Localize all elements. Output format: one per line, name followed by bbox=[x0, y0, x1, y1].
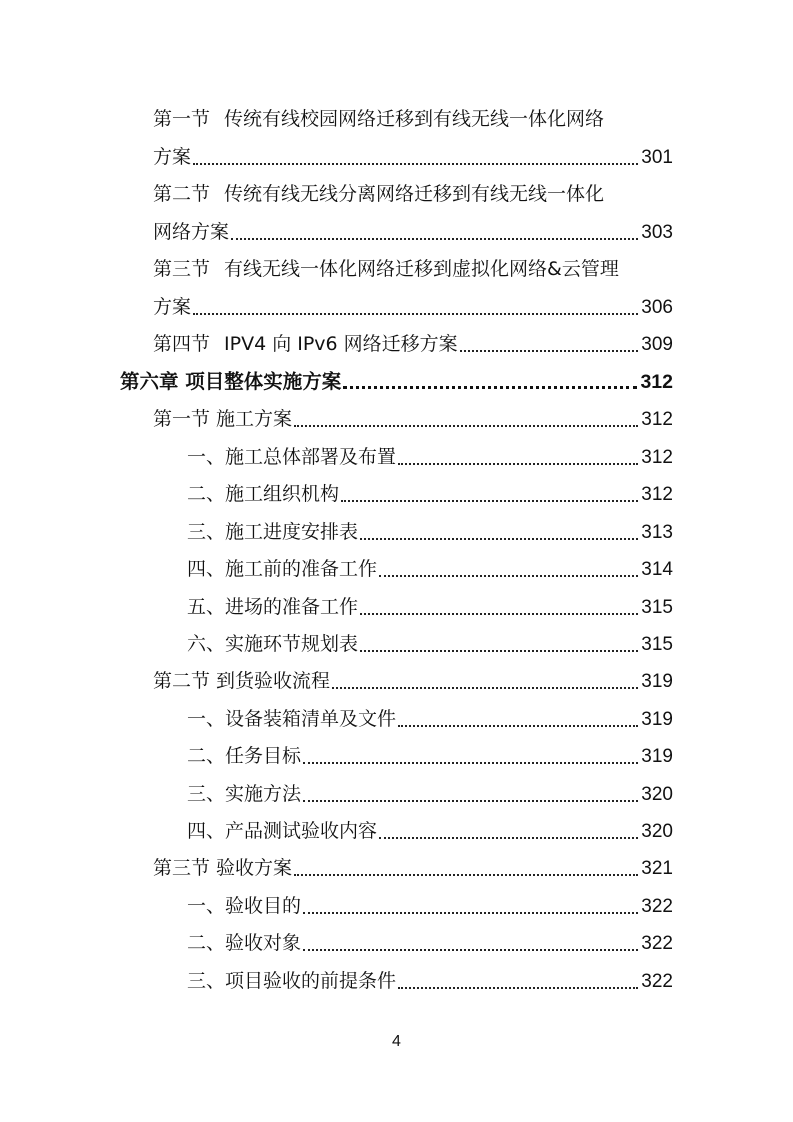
toc-entry-section-2[interactable] bbox=[153, 182, 673, 206]
item-title: 三、实施方法 bbox=[187, 783, 302, 805]
toc-entry-chapter-6[interactable] bbox=[120, 370, 673, 394]
section-title: 有线无线一体化网络迁移到虚拟化网络&云管理 bbox=[224, 258, 619, 280]
page-ref: 322 bbox=[641, 971, 673, 992]
item-title: 三、施工进度安排表 bbox=[187, 521, 359, 543]
page-ref: 319 bbox=[641, 671, 673, 692]
toc-entry-item[interactable] bbox=[187, 445, 673, 470]
toc-entry-item[interactable] bbox=[187, 819, 673, 844]
leader-dots bbox=[398, 463, 638, 465]
section-title-cont: 网络方案 bbox=[153, 221, 230, 243]
item-title: 三、项目验收的前提条件 bbox=[187, 970, 397, 992]
page-ref: 312 bbox=[641, 447, 673, 468]
page-ref: 314 bbox=[641, 559, 673, 580]
page-ref: 319 bbox=[641, 709, 673, 730]
page-ref: 322 bbox=[641, 933, 673, 954]
page-ref: 320 bbox=[641, 821, 673, 842]
leader-dots bbox=[360, 613, 638, 615]
section-title-cont: 方案 bbox=[153, 146, 192, 168]
page-ref: 315 bbox=[641, 634, 673, 655]
toc-entry-item[interactable] bbox=[187, 744, 673, 769]
page-number: 4 bbox=[392, 1033, 401, 1050]
page-ref: 322 bbox=[641, 896, 673, 917]
page-ref: 321 bbox=[641, 858, 673, 879]
leader-dots bbox=[332, 687, 638, 689]
section-title: 第一节 施工方案 bbox=[153, 408, 293, 430]
item-title: 四、产品测试验收内容 bbox=[187, 820, 378, 842]
leader-dots bbox=[379, 575, 638, 577]
leader-dots bbox=[303, 800, 638, 802]
toc-entry-item[interactable] bbox=[187, 520, 673, 545]
toc-entry-item[interactable] bbox=[187, 707, 673, 732]
page-ref: 313 bbox=[641, 522, 673, 543]
leader-dots bbox=[303, 912, 638, 914]
item-title: 二、验收对象 bbox=[187, 932, 302, 954]
page-ref: 312 bbox=[641, 409, 673, 430]
page-ref: 312 bbox=[641, 484, 673, 505]
toc-entry-item[interactable] bbox=[187, 632, 673, 657]
page-ref: 301 bbox=[641, 147, 673, 168]
toc-entry-item[interactable] bbox=[187, 482, 673, 507]
toc-entry-item[interactable] bbox=[187, 782, 673, 807]
page-ref: 319 bbox=[641, 746, 673, 767]
item-title: 一、验收目的 bbox=[187, 895, 302, 917]
page-ref: 320 bbox=[641, 784, 673, 805]
toc-entry-section-3[interactable] bbox=[153, 257, 673, 281]
section-label: 第一节 bbox=[153, 108, 211, 130]
leader-dots bbox=[193, 313, 638, 315]
leader-dots bbox=[460, 350, 639, 352]
toc-entry-item[interactable] bbox=[187, 557, 673, 582]
section-title: IPV4 向 IPv6 网络迁移方案 bbox=[224, 333, 458, 355]
toc-entry-item[interactable] bbox=[187, 894, 673, 919]
section-title: 第三节 验收方案 bbox=[153, 857, 293, 879]
section-title-cont: 方案 bbox=[153, 296, 192, 318]
toc-entry-section-4[interactable] bbox=[153, 332, 673, 357]
toc-entry-section-2-cont[interactable] bbox=[153, 220, 673, 245]
page-ref: 306 bbox=[641, 297, 673, 318]
section-title: 传统有线校园网络迁移到有线无线一体化网络 bbox=[224, 108, 605, 130]
section-title: 第二节 到货验收流程 bbox=[153, 670, 331, 692]
toc-entry-ch6-section-3[interactable] bbox=[153, 856, 673, 881]
toc-entry-section-3-cont[interactable] bbox=[153, 295, 673, 320]
item-title: 五、进场的准备工作 bbox=[187, 596, 359, 618]
leader-dots bbox=[341, 500, 638, 502]
leader-dots bbox=[303, 762, 638, 764]
toc-entry-item[interactable] bbox=[187, 969, 673, 994]
leader-dots bbox=[303, 949, 638, 951]
section-label: 第四节 bbox=[153, 333, 211, 355]
page-ref: 309 bbox=[641, 334, 673, 355]
leader-dots bbox=[360, 650, 638, 652]
leader-dots bbox=[398, 987, 638, 989]
item-title: 一、设备装箱清单及文件 bbox=[187, 708, 397, 730]
leader-dots bbox=[360, 538, 638, 540]
item-title: 六、实施环节规划表 bbox=[187, 633, 359, 655]
toc-entry-section-1[interactable] bbox=[153, 107, 673, 131]
toc-entry-item[interactable] bbox=[187, 931, 673, 956]
leader-dots bbox=[193, 163, 638, 165]
item-title: 一、施工总体部署及布置 bbox=[187, 446, 397, 468]
page-ref: 312 bbox=[640, 371, 673, 393]
item-title: 二、任务目标 bbox=[187, 745, 302, 767]
chapter-title: 第六章 项目整体实施方案 bbox=[120, 370, 342, 393]
leader-dots bbox=[294, 425, 638, 427]
leader-dots bbox=[343, 386, 637, 389]
section-label: 第三节 bbox=[153, 258, 211, 280]
toc-entry-section-1-cont[interactable] bbox=[153, 145, 673, 170]
toc-entry-ch6-section-2[interactable] bbox=[153, 669, 673, 694]
leader-dots bbox=[379, 837, 638, 839]
leader-dots bbox=[398, 725, 638, 727]
item-title: 二、施工组织机构 bbox=[187, 483, 340, 505]
section-title: 传统有线无线分离网络迁移到有线无线一体化 bbox=[224, 183, 605, 205]
toc-entry-item[interactable] bbox=[187, 595, 673, 620]
leader-dots bbox=[231, 238, 638, 240]
item-title: 四、施工前的准备工作 bbox=[187, 558, 378, 580]
leader-dots bbox=[294, 874, 638, 876]
section-label: 第二节 bbox=[153, 183, 211, 205]
toc-entry-ch6-section-1[interactable] bbox=[153, 407, 673, 432]
page-ref: 303 bbox=[641, 222, 673, 243]
page-ref: 315 bbox=[641, 597, 673, 618]
